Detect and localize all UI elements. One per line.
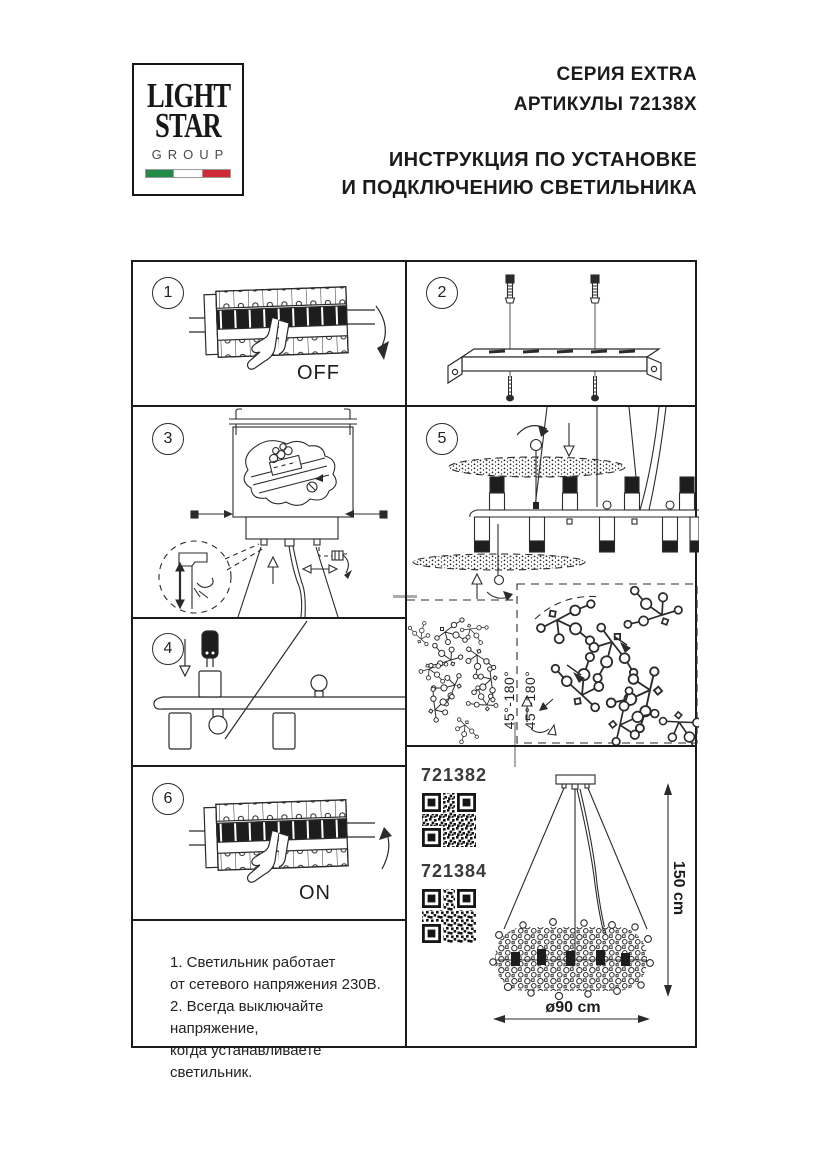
note-line: от сетевого напряжения 230В. xyxy=(170,976,381,993)
rotate-down-arrow-icon xyxy=(376,306,389,360)
step-number-badge: 1 xyxy=(152,277,184,309)
articles-title: АРТИКУЛЫ 72138X xyxy=(513,94,697,115)
step-panel-1 xyxy=(133,262,405,405)
step-number-badge: 3 xyxy=(152,423,184,455)
header-titles xyxy=(341,60,697,202)
step-panel-4 xyxy=(133,619,405,765)
logo-word-star: STAR xyxy=(155,106,221,145)
chandelier-assembly-drawing xyxy=(407,407,699,745)
step-panel-5 xyxy=(407,407,699,745)
article-number-2: 721384 xyxy=(421,861,488,881)
decor-cluster-small xyxy=(408,615,509,744)
lightstar-logo xyxy=(132,63,244,196)
upper-decor-disc xyxy=(449,457,625,477)
steps-grid xyxy=(131,260,697,1081)
decor-band xyxy=(490,919,654,1000)
lower-sockets xyxy=(475,517,700,552)
rotate-up-arrow-icon xyxy=(379,827,392,869)
height-dimension-label: 150 cm xyxy=(670,860,687,916)
note-line: 1. Светильник работает xyxy=(170,954,336,971)
step-number-badge: 4 xyxy=(152,633,184,665)
step-number-badge: 6 xyxy=(152,783,184,815)
instruction-title-line1: ИНСТРУКЦИЯ ПО УСТАНОВКЕ xyxy=(388,149,697,171)
article-number-1: 721382 xyxy=(421,765,488,785)
logo-word-light: LIGHT xyxy=(146,76,231,115)
step-number-badge: 2 xyxy=(426,277,458,309)
rotation-range-label-right: 45°-180° xyxy=(522,670,538,730)
note-line: 2. Всегда выключайте напряжение, xyxy=(170,998,324,1037)
step-panel-3 xyxy=(133,407,405,617)
upper-sockets xyxy=(490,477,695,510)
decor-cluster-large xyxy=(535,582,699,745)
down-arrow-icon xyxy=(564,423,574,456)
products-panel xyxy=(407,747,699,1050)
series-title: СЕРИЯ EXTRA xyxy=(556,64,697,85)
step-panel-6 xyxy=(133,767,405,919)
rotation-range-label-left: 45°-180° xyxy=(501,670,517,730)
on-label: ON xyxy=(299,882,331,904)
detail-circle xyxy=(159,541,231,613)
diameter-dimension-label: ø90 cm xyxy=(545,999,601,1016)
up-arrow-icon xyxy=(472,574,482,599)
notes-panel xyxy=(133,921,405,1081)
side-screw-left xyxy=(191,510,233,518)
lower-decor-disc xyxy=(413,554,585,570)
italian-flag-stripe xyxy=(145,169,231,178)
logo-word-group: GROUP xyxy=(151,147,230,162)
safety-notes xyxy=(170,952,405,1084)
g9-bulb-icon xyxy=(202,631,218,667)
step-number-badge: 5 xyxy=(426,423,458,455)
zoom-blob xyxy=(244,441,336,506)
side-screw-right xyxy=(345,510,387,518)
off-label: OFF xyxy=(297,362,340,384)
note-line: когда устанавливаете светильник. xyxy=(170,1042,322,1081)
instruction-title-line2: И ПОДКЛЮЧЕНИЮ СВЕТИЛЬНИКА xyxy=(341,177,697,199)
step-panel-2 xyxy=(407,262,699,405)
